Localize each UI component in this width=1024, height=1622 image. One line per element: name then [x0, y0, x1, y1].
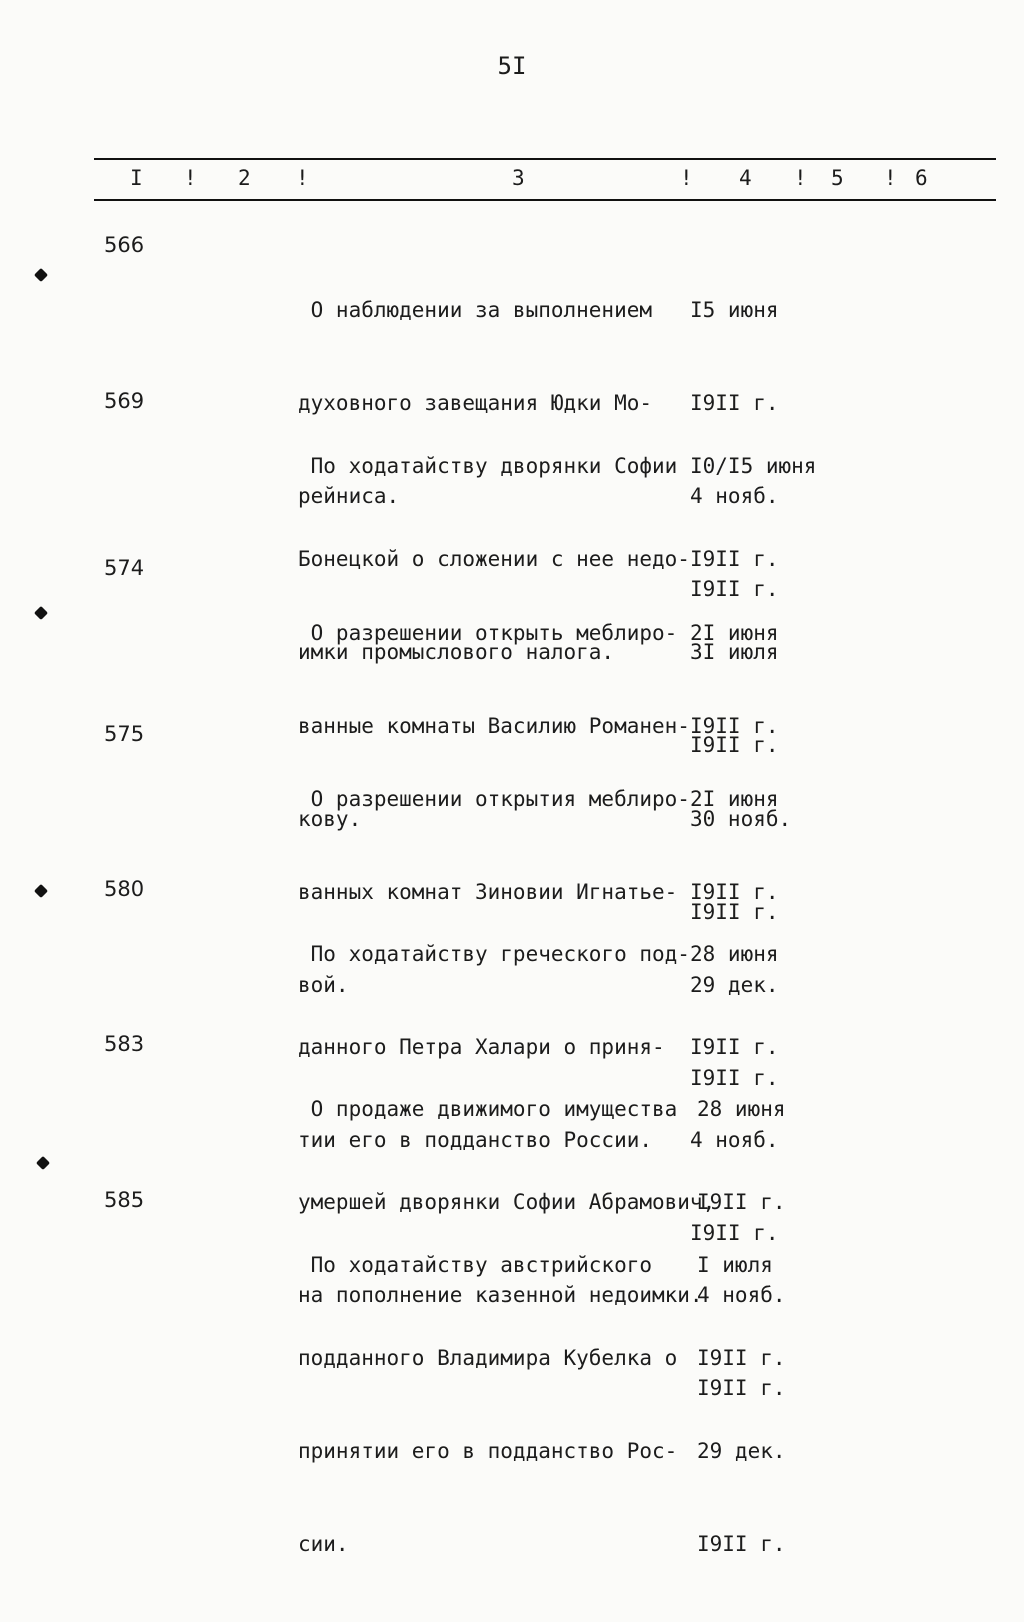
date-line: 28 июня [697, 1097, 786, 1121]
date-line: 30 нояб. [690, 807, 792, 831]
column-header-5: 5 [831, 166, 844, 190]
date-line: I9II г. [690, 880, 779, 904]
description-line: сии. [298, 1532, 349, 1556]
column-header-6: 6 [915, 166, 928, 190]
description-line: О продаже движимого имущества [298, 1097, 678, 1121]
date-line: I9II г. [690, 391, 779, 415]
description-line: ванные комнаты Василию Романен- [298, 714, 690, 738]
entry-number: 575 [104, 722, 145, 746]
entry-number: 583 [104, 1032, 145, 1056]
description-line: кову. [298, 807, 362, 831]
date-line: 3I июля [690, 640, 779, 664]
column-separator: ! [884, 166, 897, 190]
date-line: I9II г. [690, 547, 779, 571]
description-line: По ходатайству греческого под- [298, 942, 690, 966]
date-line: I9II г. [690, 900, 779, 924]
description-line: умершей дворянки Софии Абрамович, [298, 1190, 716, 1214]
entry-description [298, 1188, 716, 1622]
date-line: 28 июня [690, 942, 779, 966]
description-line: О разрешении открыть меблиро- [298, 621, 678, 645]
date-line: 4 нояб. [690, 484, 779, 508]
date-line: I9II г. [697, 1532, 786, 1556]
column-separator: ! [794, 166, 807, 190]
column-separator: ! [296, 166, 309, 190]
column-separator: ! [184, 166, 197, 190]
entry-number: 569 [104, 389, 145, 413]
date-line: I0/I5 июня [690, 454, 817, 478]
description-line: принятии его в подданство Рос- [298, 1439, 678, 1463]
entry-dates [697, 1188, 897, 1622]
date-line: 4 нояб. [690, 1128, 779, 1152]
column-separator: ! [680, 166, 693, 190]
description-line: ванных комнат Зиновии Игнатье- [298, 880, 678, 904]
description-line: По ходатайству австрийского [298, 1253, 653, 1277]
date-line: I июля [697, 1253, 773, 1277]
date-line: I9II г. [690, 714, 779, 738]
description-line: на пополнение казенной недоимки. [298, 1283, 703, 1307]
date-line: I9II г. [690, 577, 779, 601]
date-line: I9II г. [690, 733, 779, 757]
description-line: Бонецкой о сложении с нее недо- [298, 547, 690, 571]
table-row [0, 1188, 1024, 1556]
column-header-2: 2 [238, 166, 251, 190]
date-line: 2I июня [690, 787, 779, 811]
date-line: I5 июня [690, 298, 779, 322]
description-line: имки промыслового налога. [298, 640, 615, 664]
description-line: данного Петра Халари о приня- [298, 1035, 665, 1059]
column-header-3: 3 [512, 166, 525, 190]
page-number: 5I [497, 52, 527, 80]
table-header-top-rule [94, 158, 996, 160]
date-line: 29 дек. [697, 1439, 786, 1463]
entry-number: 574 [104, 556, 145, 580]
entry-number: 580 [104, 877, 145, 901]
date-line: 2I июня [690, 621, 779, 645]
description-line: тии его в подданство Pоссии. [298, 1128, 653, 1152]
date-line: I9II г. [697, 1190, 786, 1214]
date-line: I9II г. [697, 1376, 786, 1400]
table-header-bottom-rule [94, 199, 996, 201]
description-line: духовного завещания Юдки Мо- [298, 391, 653, 415]
date-line: I9II г. [690, 1035, 779, 1059]
description-line: подданного Владимира Кубелка о [298, 1346, 678, 1370]
date-line: I9II г. [697, 1346, 786, 1370]
description-line: О разрешении открытия меблиро- [298, 787, 690, 811]
entry-number: 585 [104, 1188, 145, 1212]
date-line: 29 дек. [690, 973, 779, 997]
column-header-4: 4 [739, 166, 752, 190]
date-line: 4 нояб. [697, 1283, 786, 1307]
description-line: О наблюдении за выполнением [298, 298, 653, 322]
entry-number: 566 [104, 233, 145, 257]
description-line: По ходатайству дворянки Софии [298, 454, 678, 478]
description-line: рейниса. [298, 484, 400, 508]
date-line: I9II г. [690, 1221, 779, 1245]
description-line: вой. [298, 973, 349, 997]
date-line: I9II г. [690, 1066, 779, 1090]
column-header-1: I [130, 166, 143, 190]
